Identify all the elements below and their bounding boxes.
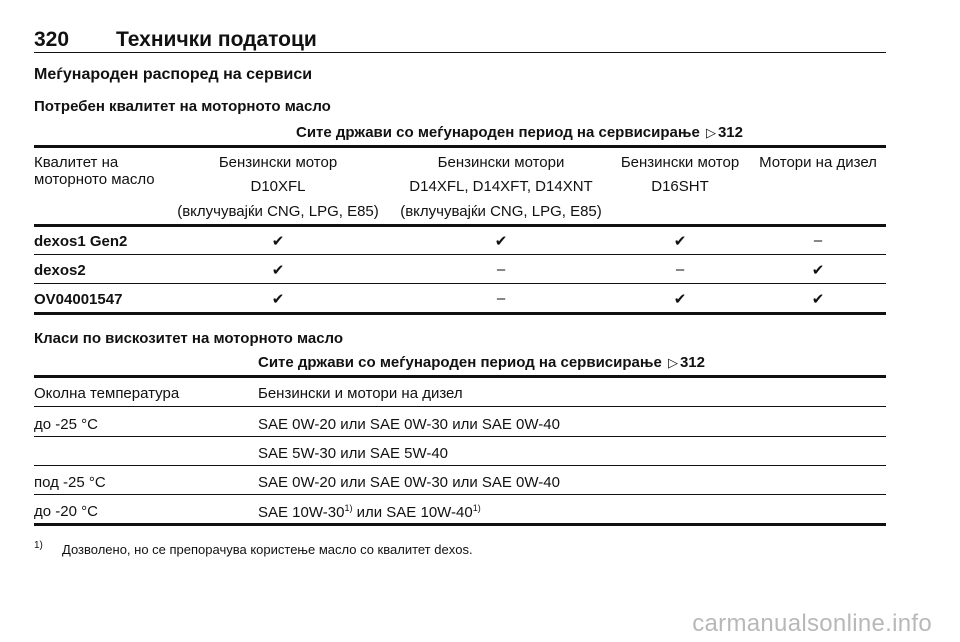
table-bottom-rule <box>34 312 886 315</box>
dash-cell: – <box>496 290 506 307</box>
table-top-rule <box>34 145 886 148</box>
check-mark-icon: ✔ <box>271 291 285 308</box>
row-rule <box>34 436 886 437</box>
row-rule <box>34 465 886 466</box>
viscosity-cell: SAE 5W-30 или SAE 5W-40 <box>258 445 449 462</box>
col-header-temperature: Околна температура <box>34 385 180 402</box>
arrow-right-icon: ▷ <box>667 355 678 370</box>
dash-cell: – <box>675 261 685 278</box>
check-mark-icon: ✔ <box>494 233 508 250</box>
footnote-text: Дозволено, но се препорачува користење масло со квалитет dexos. <box>62 542 473 557</box>
temp-cell: до -25 °C <box>34 416 98 433</box>
row-label-dexos1: dexos1 Gen2 <box>34 233 128 250</box>
col-header-d14: Бензински мотори D14XFL, D14XFT, D14XNT (вклучувајќи CNG, LPG, E85) <box>400 154 602 220</box>
temp-cell: до -20 °C <box>34 503 98 520</box>
header-bottom-rule <box>34 224 886 227</box>
check-mark-icon: ✔ <box>811 291 825 308</box>
row-label-ov04001547: OV04001547 <box>34 291 123 308</box>
viscosity-cell: SAE 0W-20 или SAE 0W-30 или SAE 0W-40 <box>258 416 560 433</box>
row-rule <box>34 283 886 284</box>
oil-quality-caption: Сите држави со меѓународен период на сервисирање ▷ 312 <box>296 124 743 141</box>
page-title: Технички податоци <box>116 28 317 51</box>
viscosity-cell: SAE 10W-30$^{1)}$ или SAE 10W-40$^{1)}$ <box>258 503 481 521</box>
footnote-marker: 1) <box>34 540 43 551</box>
oil-quality-heading: Потребен квалитет на моторното масло <box>34 98 331 115</box>
col-header-diesel: Мотори на дизел <box>759 154 877 171</box>
watermark: carmanualsonline.info <box>692 610 932 637</box>
col-header-quality: Квалитет на моторното масло <box>34 154 155 188</box>
check-mark-icon: ✔ <box>271 233 285 250</box>
check-mark-icon: ✔ <box>673 291 687 308</box>
check-mark-icon: ✔ <box>811 262 825 279</box>
col-header-engines: Бензински и мотори на дизел <box>258 385 463 402</box>
col-header-d16sht: Бензински мотор D16SHT <box>620 154 740 195</box>
section-title: Меѓународен распоред на сервиси <box>34 66 313 83</box>
dash-cell: – <box>813 232 823 249</box>
row-rule <box>34 494 886 495</box>
viscosity-caption: Сите држави со меѓународен период на сервисирање ▷ 312 <box>258 354 705 371</box>
row-label-dexos2: dexos2 <box>34 262 86 279</box>
temp-cell: под -25 °C <box>34 474 106 491</box>
viscosity-heading: Класи по вискозитет на моторното масло <box>34 330 344 347</box>
check-mark-icon: ✔ <box>673 233 687 250</box>
check-mark-icon: ✔ <box>271 262 285 279</box>
dash-cell: – <box>496 261 506 278</box>
table-top-rule <box>34 375 886 378</box>
page-header <box>34 26 886 53</box>
col-header-d10xfl: Бензински мотор D10XFL (вклучувајќи CNG, LPG, E85) <box>177 154 379 220</box>
viscosity-cell: SAE 0W-20 или SAE 0W-30 или SAE 0W-40 <box>258 474 560 491</box>
page-number: 320 <box>34 28 70 51</box>
row-rule <box>34 254 886 255</box>
arrow-right-icon: ▷ <box>705 125 716 140</box>
table-bottom-rule <box>34 523 886 526</box>
row-rule <box>34 406 886 407</box>
